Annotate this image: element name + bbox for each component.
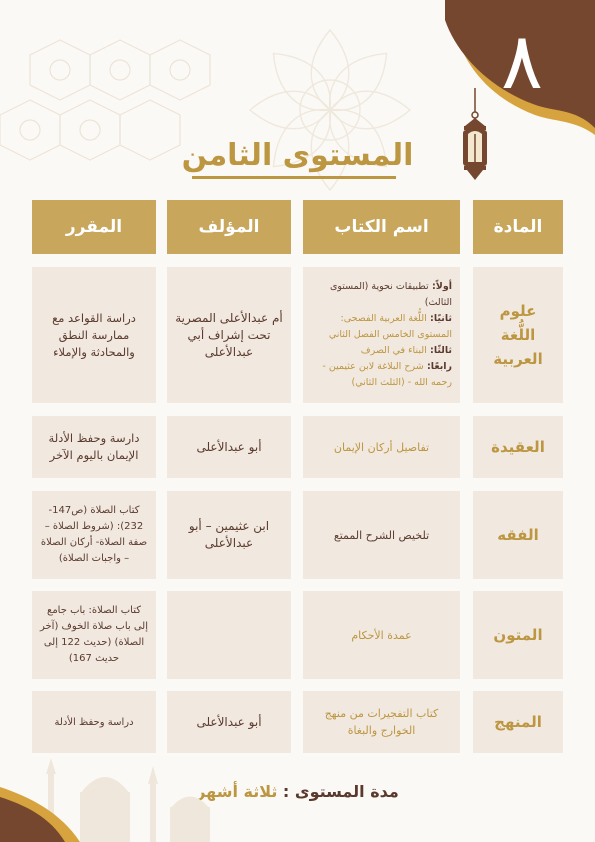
table-cell-book: كتاب التفجيرات من منهج الخوارج والبغاة xyxy=(303,691,460,753)
table-cell-author: أبو عبدالأعلى xyxy=(167,416,291,478)
header-subject: المادة xyxy=(473,200,563,254)
table-cell-book: عمدة الأحكام xyxy=(303,591,460,679)
table-cell-curriculum: دارسة وحفظ الأدلة الإيمان باليوم الآخر xyxy=(32,416,156,478)
level-number: ٨ xyxy=(501,17,543,107)
table-cell-subject: العقيدة xyxy=(473,416,563,478)
page-title: المستوى الثامن xyxy=(181,138,414,173)
table-cell-subject: علوم اللُّغة العربية xyxy=(473,267,563,403)
book-list xyxy=(311,279,452,391)
header-curriculum: المقرر xyxy=(32,200,156,254)
table-cell-book: تلخيص الشرح الممتع xyxy=(303,491,460,579)
book-list-item: ثانيًا: اللُّغة العربية الفصحى: المستوى الخامس الفصل الثاني xyxy=(328,313,452,340)
table-cell-curriculum: دراسة وحفظ الأدلة xyxy=(32,691,156,753)
book-list-item: رابعًا: شرح البلاغة لابن عثيمين - رحمه الله - (الثلث الثاني) xyxy=(322,361,452,388)
header-book: اسم الكتاب xyxy=(303,200,460,254)
table-cell-curriculum: كتاب الصلاة (ص147-232): (شروط الصلاة – صفة الصلاة- أركان الصلاة – واجبات الصلاة) xyxy=(32,491,156,579)
duration-label: مدة المستوى : xyxy=(277,782,399,801)
table-cell-subject: المنهج xyxy=(473,691,563,753)
table-cell-author: ابن عثيمين – أبو عبدالأعلى xyxy=(167,491,291,579)
book-list-item: أولاً: تطبيقات نحوية (المستوى الثالث) xyxy=(329,281,452,308)
bottom-corner-decoration xyxy=(0,772,110,842)
table-cell-author: أم عبدالأعلى المصرية تحت إشراف أبي عبدالأعلى xyxy=(167,267,291,403)
table-cell-book: تفاصيل أركان الإيمان xyxy=(303,416,460,478)
duration-value: ثلاثة أشهر xyxy=(196,782,278,801)
table-cell-author: أبو عبدالأعلى xyxy=(167,691,291,753)
table-cell-subject: الفقه xyxy=(473,491,563,579)
header-author: المؤلف xyxy=(167,200,291,254)
table-cell-curriculum: دراسة القواعد مع ممارسة النطق والمحادثة والإملاء xyxy=(32,267,156,403)
table-cell-author xyxy=(167,591,291,679)
table-cell-book xyxy=(303,267,460,403)
title-underline xyxy=(192,176,396,179)
table-cell-curriculum: كتاب الصلاة: باب جامع إلى باب صلاة الخوف (آخر الصلاة) (حديث 122 إلى حديث 167) xyxy=(32,591,156,679)
book-list-item: ثالثًا: البناء في الصرف xyxy=(360,345,452,356)
table-cell-subject: المتون xyxy=(473,591,563,679)
